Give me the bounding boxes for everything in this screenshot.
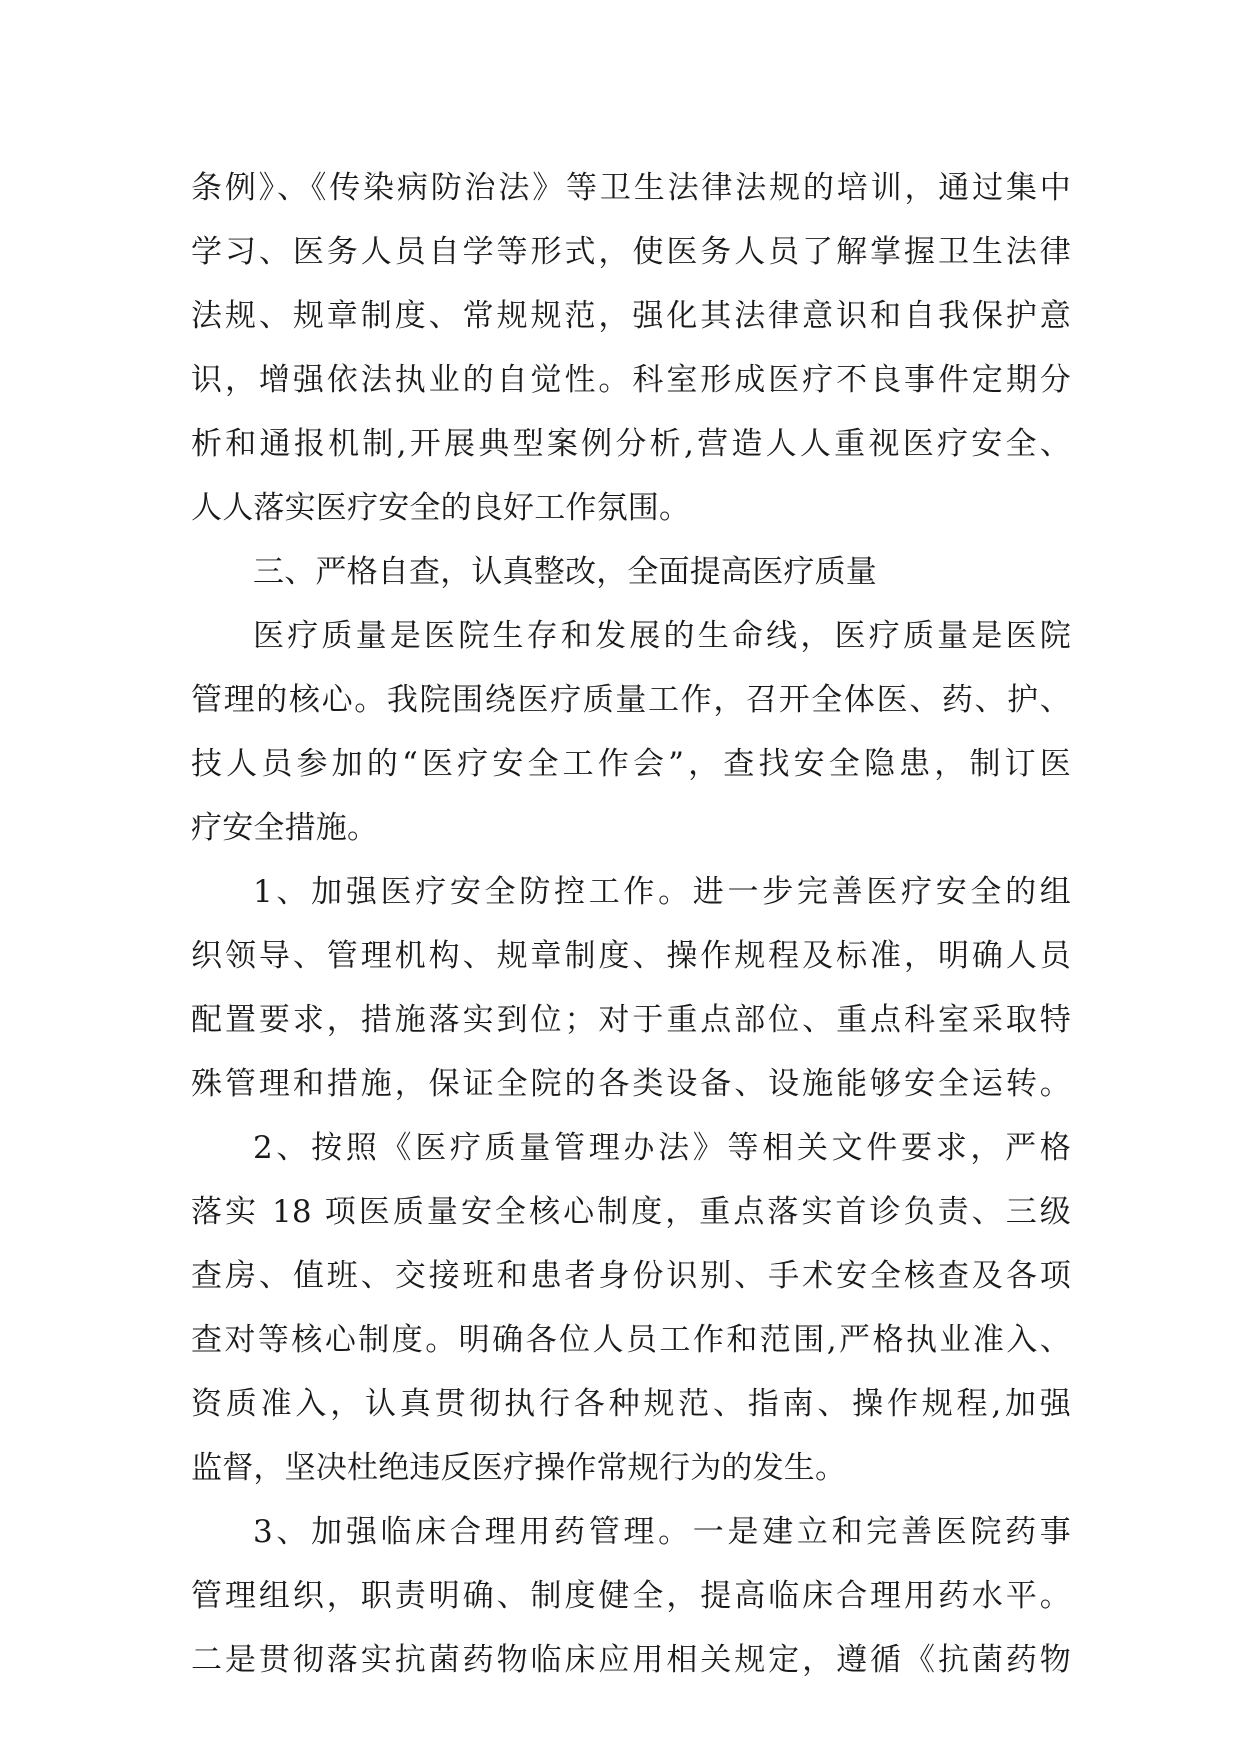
text-line: 1、加强医疗安全防控工作。进一步完善医疗安全的组	[253, 874, 1071, 910]
text-line: 资质准入，认真贯彻执行各种规范、指南、操作规程,加强	[191, 1386, 1071, 1422]
text-line: 落实 18 项医质量安全核心制度，重点落实首诊负责、三级	[191, 1194, 1071, 1230]
text-line: 殊管理和措施，保证全院的各类设备、设施能够安全运转。	[191, 1066, 1071, 1102]
text-line: 法规、规章制度、常规规范，强化其法律意识和自我保护意	[191, 298, 1071, 334]
text-line: 配置要求，措施落实到位；对于重点部位、重点科室采取特	[191, 1002, 1071, 1038]
text-line: 管理的核心。我院围绕医疗质量工作，召开全体医、药、护、	[191, 682, 1071, 718]
text-line: 查对等核心制度。明确各位人员工作和范围,严格执业准入、	[191, 1322, 1071, 1358]
text-line: 三、严格自查，认真整改，全面提高医疗质量	[253, 554, 877, 590]
text-line: 2、按照《医疗质量管理办法》等相关文件要求，严格	[253, 1130, 1071, 1166]
text-line: 二是贯彻落实抗菌药物临床应用相关规定，遵循《抗菌药物	[191, 1642, 1071, 1678]
text-line: 医疗质量是医院生存和发展的生命线，医疗质量是医院	[253, 618, 1071, 654]
text-line: 条例》、《传染病防治法》等卫生法律法规的培训，通过集中	[191, 170, 1071, 206]
document-body	[191, 156, 1071, 1692]
text-line: 学习、医务人员自学等形式，使医务人员了解掌握卫生法律	[191, 234, 1071, 270]
text-line: 识，增强依法执业的自觉性。科室形成医疗不良事件定期分	[191, 362, 1071, 398]
text-line: 人人落实医疗安全的良好工作氛围。	[191, 490, 691, 526]
text-line: 技人员参加的“医疗安全工作会”，查找安全隐患，制订医	[191, 746, 1071, 782]
text-line: 析和通报机制,开展典型案例分析,营造人人重视医疗安全、	[191, 426, 1071, 462]
text-line: 管理组织，职责明确、制度健全，提高临床合理用药水平。	[191, 1578, 1071, 1614]
text-line: 查房、值班、交接班和患者身份识别、手术安全核查及各项	[191, 1258, 1071, 1294]
text-line: 3、加强临床合理用药管理。一是建立和完善医院药事	[253, 1514, 1071, 1550]
text-line: 监督，坚决杜绝违反医疗操作常规行为的发生。	[191, 1450, 847, 1486]
text-line: 疗安全措施。	[191, 810, 379, 846]
text-line: 织领导、管理机构、规章制度、操作规程及标准，明确人员	[191, 938, 1071, 974]
